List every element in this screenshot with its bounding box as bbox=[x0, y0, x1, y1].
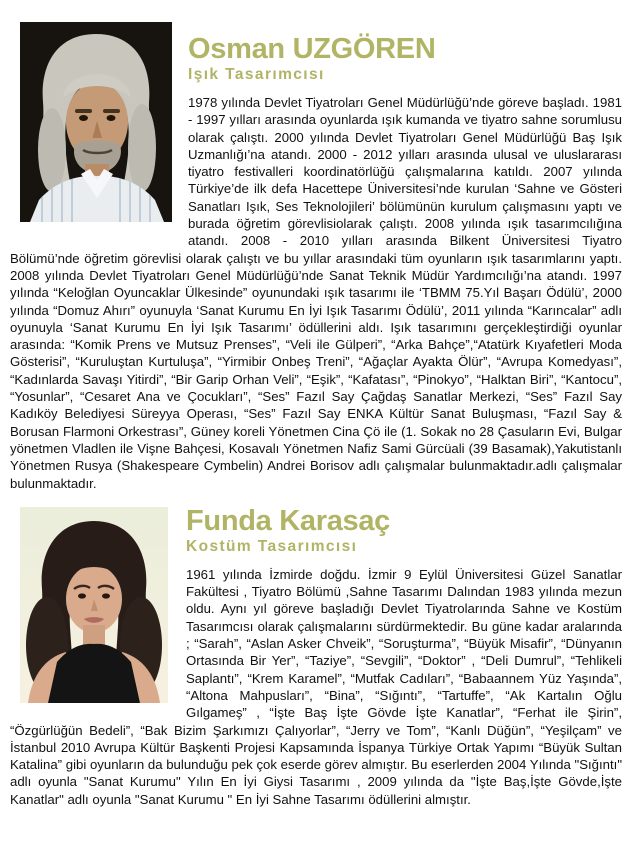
person-name-osman: Osman UZGÖREN bbox=[188, 33, 436, 65]
person-bio-osman: 1978 yılında Devlet Tiyatroları Genel Müdürlüğü’nde göreve başladı. 1981 - 1997 yılları arasında oyunlarda ışık kumanda ve tiyatro sahne sorumlusu olarak çalıştı. 2000 yılında Devlet Tiyatroları Genel Müdürlüğü Baş Işık Uzmanlığı’na atandı. 2000 - 2012 yılları arasında ulusal ve uluslararası tiyatro festivalleri koordinatörlüğü çalışmalarına katıldı. 2007 yılında Türkiye’de ilk defa Hacettepe Üniversitesi’nde kurulan ‘Sahne ve Gösteri Sanatları Işık, Ses Teknolojileri’ bölümünün kurulum çalışmasını yaptı ve burada öğretim görevlisiolarak çalıştı. 2008 yılında ışık tasarımcılığına atandı. 2008 - 2010 yılları arasında Bilkent Üniversitesi Tiyatro Bölümü’nde öğretim görevlisi olarak çalıştı ve bu yıllar arasındaki tüm oyunların ışık tasarımlarını yaptı. 2008 yılında Devlet Tiyatroları Genel Müdürlüğü’nde Sanat Teknik Müdür Yardımcılığı’na atandı. 1997 yılında “Keloğlan Oyuncaklar Ülkesinde” oyunundaki ışık tasarımı ile ‘TBMM 75.Yıl Başarı Ödülü’, 2000 yılında “Domuz Ahırı” oyunuyla ‘Sanat Kurumu En İyi Işık Tasarımı Ödülü’, 2011 yılında “Karıncalar” adlı oyunuyla ‘Sanat Kurumu En İyi Işık Tasarımı’ ödüllerini aldı. Işık tasarımını gerçekleştirdiği oyunlar arasında: “Komik Prens ve Mutsuz Prenses”, “Veli ile Gülperi”, “Arka Bahçe”,“Atatürk Kıyafetleri Moda Gösterisi”, “Kuruluştan Kurtuluşa”, “Yirmibir Onbeş Treni”, “Ağaçlar Ayakta Ölür”, “Avrupa Komedyası”, “Kadınlarda Savaşı Yitirdi”, “Bir Garip Orhan Veli”, “Eşik”, “Kafatası”, “Pinokyo”, “Halktan Biri”, “Kantocu”, “Yosunlar”, “Cesaret Ana ve Çocukları”, “Ses” Fazıl Say Çağdaş Sanatlar Merkezi, “Ses” Fazıl Say Kadıköy Belediyesi Süreyya Operası, “Ses” Fazıl Say ENKA Kültür Sanat Buluşması, “Fazıl Say & Borusan Flarmoni Orkestrası”, Güney koreli Yönetmen Cina Çö ile (1. Sokak no 28 Çasuların Evi, Bulgar yönetmen Vladlen ile Vişne Bahçesi, Kosavalı Yönetmen Nafiz Sami Gürcüali (39 Basamak),Yakutistanlı Yönetmen Rusya (Shakespeare Cymbelin) Andrei Borisov adlı çalışmalar bulunmaktadır.adlı çalışmalar bulunmaktadır. bbox=[10, 95, 622, 491]
portrait-photo-osman bbox=[20, 22, 172, 222]
person-role-funda: Kostüm Tasarımcısı bbox=[186, 537, 358, 555]
person-name-funda: Funda Karasaç bbox=[186, 504, 391, 537]
person-bio-funda: 1961 yılında İzmirde doğdu. İzmir 9 Eylül Üniversitesi Güzel Sanatlar Fakültesi , Tiyatro Bölümü ,Sahne Tasarımı Dalından 1983 yılında mezun oldu. Aynı yıl göreve başladığı Devlet Tiyatrolarında Sahne ve Kostüm Tasarımcısı olarak çalışmalarını sürdürmektedir. Bu güne kadar aralarında ; “Sarah”, “Aslan Asker Chveik”, “Soruşturma”, “Büyük Misafir”, “Dünyanın Ortasında Bir Yer”, “Taziye”, “Sevgili”, “Doktor” , “Deli Dumrul”, “Tehlikeli Saplantı”, “Krem Karamel”, “Mutfak Cadıları”, “Babaannem Yüz Yaşında”, “Altona Mahpusları”, “Bina”, “Sığıntı”, “Tartuffe”, “Ak Kartalın Oğlu Gılgameş” , “İşte Baş İşte Gövde İşte Kanatlar”, “Ferhat ile Şirin”, “Özgürlüğün Bedeli”, “Bak Bizim Şarkımızı Çalıyorlar”, “Jerry ve Tom”, “Kanlı Düğün”, “Yeşilçam” ve İstanbul 2010 Avrupa Kültür Başkenti Projesi Kapsamında İspanya Türkiye Ortak Yapımı “Büyük Sultan Katalina” gibi oyunların da bulunduğu pek çok eserde görev almıştır. Bu eserlerden 2004 Yılında "Sığıntı" adlı oyunla "Sanat Kurumu" Yılın En İyi Giysi Tasarımı , 2009 yılında da "İşte Baş,İşte Gövde,İşte Kanatlar" adlı oyunla "Sanat Kurumu " En İyi Sahne Tasarımı ödüllerini almıştır. bbox=[10, 566, 622, 807]
portrait-illustration-osman bbox=[20, 22, 172, 222]
bio-section-osman-uzgoren bbox=[10, 0, 622, 492]
portrait-illustration-funda bbox=[20, 507, 168, 703]
person-role-osman: Işık Tasarımcısı bbox=[188, 66, 325, 83]
bio-section-funda-karasac bbox=[10, 492, 622, 808]
portrait-photo-funda bbox=[20, 507, 168, 703]
